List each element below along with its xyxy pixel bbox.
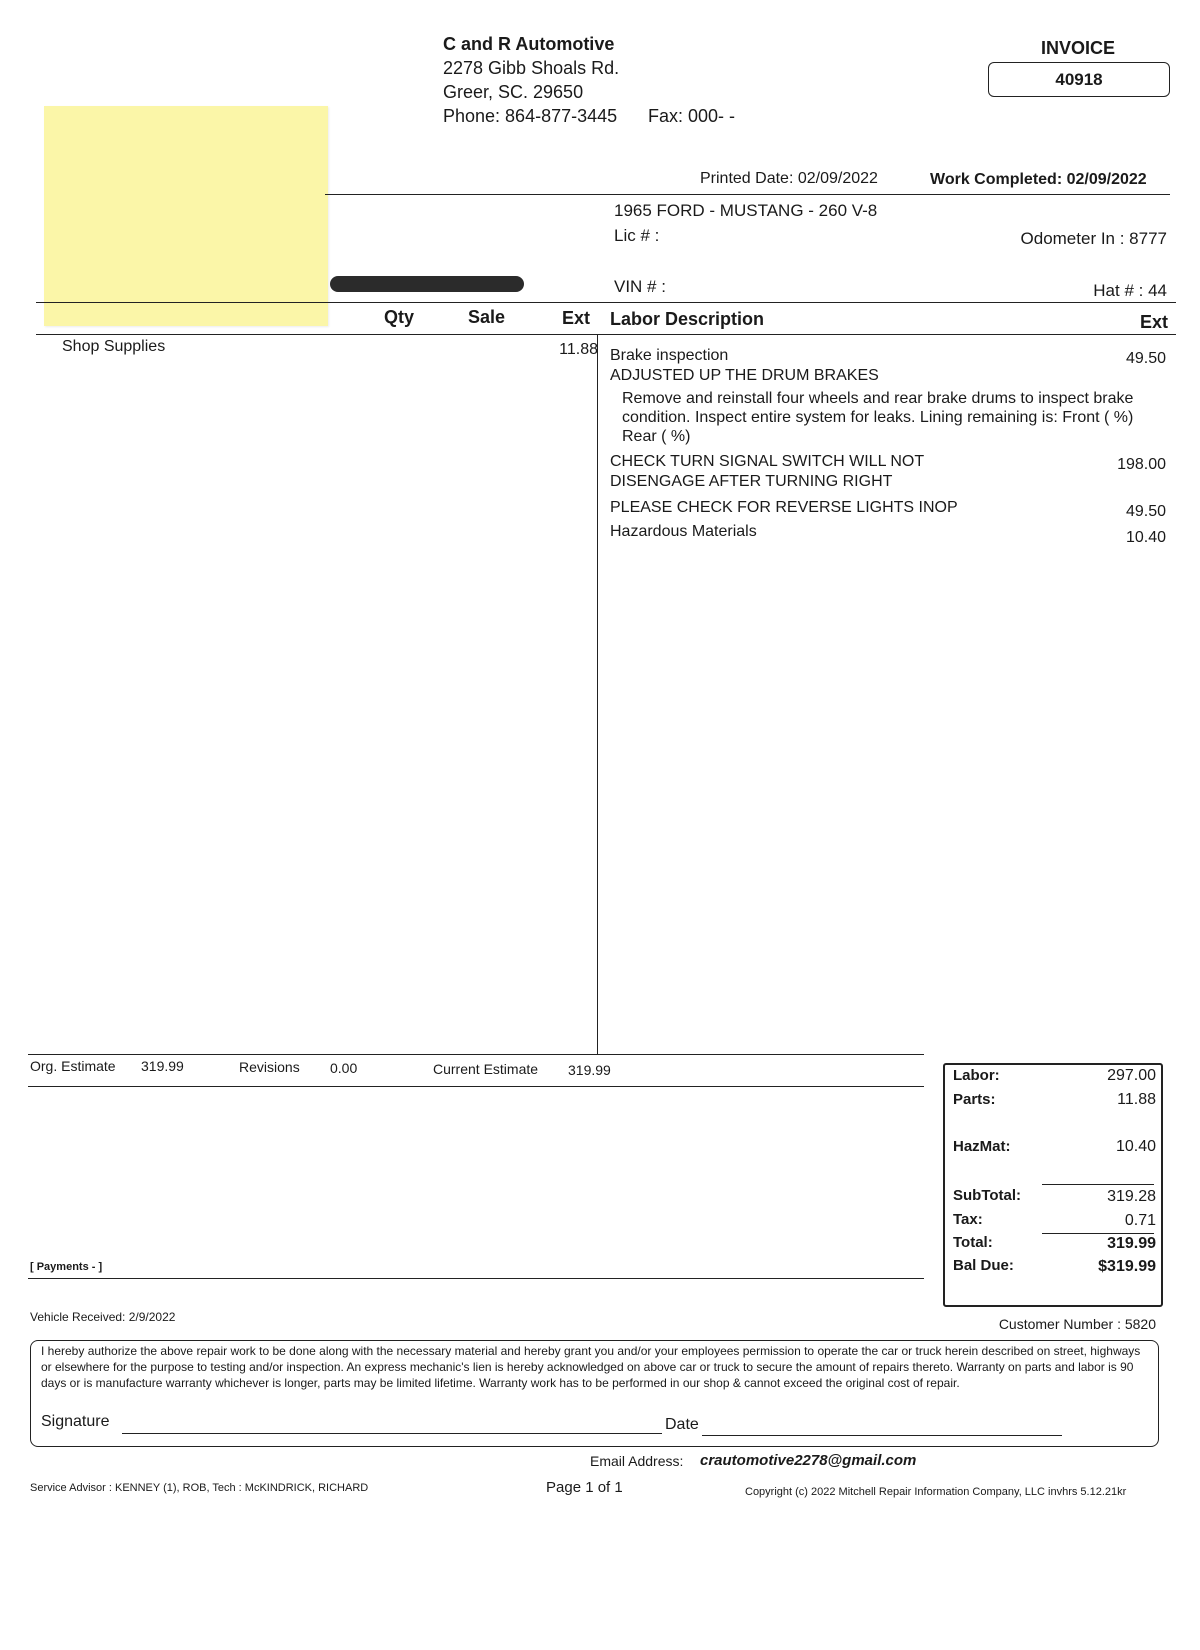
labor-item-ext: 10.40 [1125, 529, 1166, 546]
labor-item-ext: 198.00 [1117, 456, 1166, 473]
hat-number: Hat # : 44 [1093, 281, 1167, 300]
date-label: Date [665, 1416, 699, 1433]
tax-value: 0.71 [1124, 1212, 1156, 1229]
labor-item-title: CHECK TURN SIGNAL SWITCH WILL NOT [610, 453, 925, 470]
parts-qty-header: Qty [384, 307, 415, 327]
labor-total-value: 297.00 [1107, 1067, 1156, 1084]
work-completed-date: Work Completed: 02/09/2022 [930, 171, 1147, 188]
email-label: Email Address: [590, 1453, 684, 1469]
redacted-phone-bar [330, 276, 524, 292]
current-estimate-value: 319.99 [568, 1062, 611, 1078]
estimate-bottom-line [28, 1086, 924, 1087]
shop-phone: Phone: 864-877-3445 [443, 106, 618, 126]
signature-line[interactable] [122, 1433, 662, 1434]
hazmat-total-label: HazMat: [953, 1138, 1011, 1155]
estimate-top-line [28, 1054, 924, 1055]
vehicle-vin: VIN # : [614, 277, 666, 296]
labor-item-title: Hazardous Materials [610, 523, 757, 540]
bal-due-label: Bal Due: [953, 1257, 1014, 1274]
shop-fax: Fax: 000- - [648, 106, 736, 126]
customer-number: Customer Number : 5820 [998, 1316, 1156, 1332]
email-address: crautomotive2278@gmail.com [700, 1452, 917, 1469]
org-estimate-label: Org. Estimate [30, 1058, 116, 1074]
part-description: Shop Supplies [62, 338, 166, 355]
labor-item-ext: 49.50 [1125, 503, 1166, 520]
parts-total-label: Parts: [953, 1091, 996, 1108]
subtotal-rule [1042, 1184, 1154, 1185]
column-header-top-line [36, 302, 1176, 303]
invoice-label: INVOICE [1041, 38, 1116, 58]
parts-ext-header: Ext [562, 308, 591, 328]
payments-line [28, 1278, 924, 1279]
signature-label: Signature [41, 1413, 110, 1430]
parts-labor-divider [597, 334, 598, 1054]
total-value: 319.99 [1107, 1235, 1156, 1252]
invoice-number: 40918 [1055, 69, 1103, 89]
org-estimate-value: 319.99 [141, 1058, 184, 1074]
parts-total-value: 11.88 [1117, 1091, 1156, 1108]
labor-item-subtitle: ADJUSTED UP THE DRUM BRAKES [610, 367, 879, 384]
authorization-text: I hereby authorize the above repair work to be done along with the necessary material and hereby grant you and/or your employees permission to operate the car or truck herein described on street, highways or elsewhere for the purpose to testing and/or inspection. An express mechanic's lien is hereby acknowledged on above car or truck to secure the amount of repairs thereto. Warranty on parts and labor is 90 days or is manufacture warranty whichever is longer, parts may be limited lifetime. Warranty work has to be performed in our shop & cannot exceed the original cost of repair. [41, 1344, 1141, 1390]
header-divider [325, 194, 1170, 195]
labor-item-note: Remove and reinstall four wheels and rear brake drums to inspect brake condition. Inspect entire system for leaks. Lining remaining is: Front ( %) Rear ( %) [622, 390, 1134, 445]
column-header-bottom-line [36, 334, 1176, 335]
tax-label: Tax: [953, 1211, 983, 1228]
subtotal-value: 319.28 [1107, 1188, 1156, 1205]
labor-ext-header: Ext [1139, 312, 1168, 332]
odometer-in: Odometer In : 8777 [1020, 229, 1167, 248]
hazmat-total-value: 10.40 [1115, 1138, 1156, 1155]
revisions-label: Revisions [239, 1059, 300, 1075]
labor-total-label: Labor: [953, 1067, 1000, 1084]
labor-item-title-continued: DISENGAGE AFTER TURNING RIGHT [610, 473, 893, 490]
date-line[interactable] [702, 1435, 1062, 1436]
service-advisor-tech: Service Advisor : KENNEY (1), ROB, Tech : McKINDRICK, RICHARD [30, 1482, 369, 1494]
labor-item-ext: 49.50 [1125, 350, 1166, 367]
bal-due-value: $319.99 [1098, 1258, 1156, 1275]
labor-item-title: PLEASE CHECK FOR REVERSE LIGHTS INOP [610, 499, 958, 516]
current-estimate-label: Current Estimate [433, 1061, 539, 1077]
total-rule [1042, 1233, 1154, 1234]
labor-item-title: Brake inspection [610, 347, 729, 364]
payments-label: [ Payments - ] [30, 1261, 103, 1273]
vehicle-lic: Lic # : [614, 226, 660, 245]
shop-address: 2278 Gibb Shoals Rd. [443, 58, 620, 78]
shop-city: Greer, SC. 29650 [443, 82, 584, 102]
vehicle-received: Vehicle Received: 2/9/2022 [30, 1310, 176, 1324]
printed-date: Printed Date: 02/09/2022 [700, 170, 878, 187]
subtotal-label: SubTotal: [953, 1187, 1022, 1204]
parts-sale-header: Sale [468, 307, 506, 327]
shop-name: C and R Automotive [443, 34, 615, 54]
page-number: Page 1 of 1 [546, 1479, 623, 1496]
total-label: Total: [953, 1234, 993, 1251]
part-ext: 11.88 [559, 341, 598, 358]
invoice-number-box [988, 62, 1170, 97]
sticky-note-overlay [44, 106, 328, 326]
labor-description-header: Labor Description [610, 309, 765, 329]
vehicle-description: 1965 FORD - MUSTANG - 260 V-8 [614, 201, 878, 220]
copyright: Copyright (c) 2022 Mitchell Repair Information Company, LLC invhrs 5.12.21kr [745, 1486, 1127, 1498]
revisions-value: 0.00 [330, 1060, 358, 1076]
authorization-box [30, 1340, 1159, 1447]
